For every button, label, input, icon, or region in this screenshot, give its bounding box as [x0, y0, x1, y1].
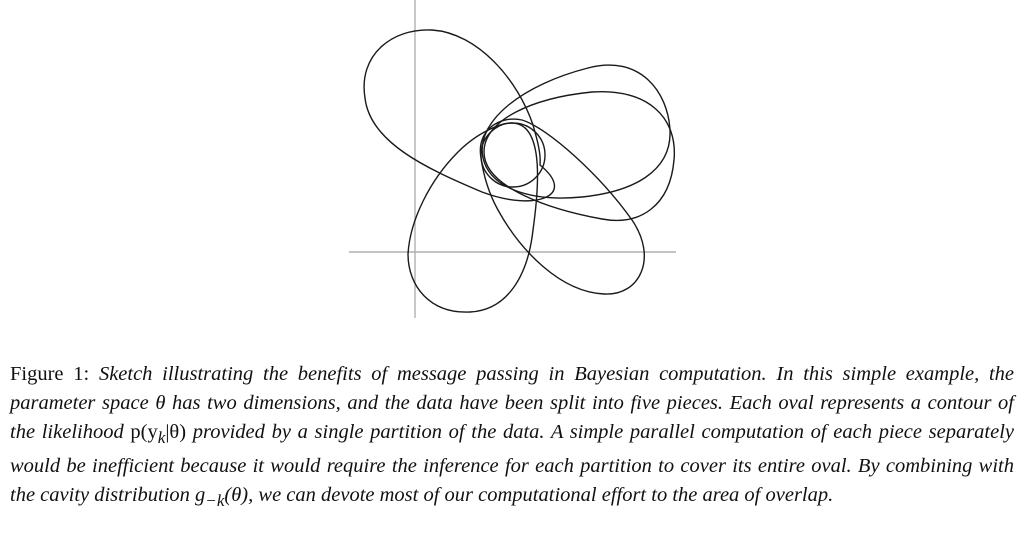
caption-math-theta: θ — [155, 392, 166, 414]
cavity-head: g — [195, 484, 206, 507]
likelihood-oval-5 — [480, 119, 644, 294]
caption-text-1: Sketch illustrating the benefits of message passing in Bayesian computation. In this simple example, the parameter space — [10, 363, 1015, 414]
likelihood-oval-3 — [484, 92, 674, 221]
likelihood-oval-2 — [482, 65, 670, 198]
likelihood-head: p(y — [130, 421, 158, 443]
caption-math-likelihood — [130, 421, 187, 448]
likelihood-tail: |θ) — [165, 421, 187, 443]
likelihood-subscript: k — [157, 428, 166, 448]
caption-body — [10, 363, 1015, 511]
figure-caption — [10, 360, 1014, 515]
caption-text-4: , we can devote most of our computational effort to the area of overlap. — [248, 484, 834, 507]
caption-label: Figure 1: — [10, 363, 90, 385]
cavity-tail: (θ) — [224, 484, 249, 507]
likelihood-oval-1 — [364, 30, 554, 201]
caption-text-2: has two dimensions, and the data have been split into five pieces. Each oval represents a contour of the likelihood — [10, 392, 1014, 443]
likelihood-oval-4 — [408, 123, 538, 312]
cavity-subscript: −k — [205, 491, 225, 511]
caption-text-3: provided by a single partition of the data. A simple parallel computation of each piece separately would be inefficient because it would require the inference for each partition to cover its entire oval. By combining with the cavity distribution — [10, 421, 1015, 507]
caption-math-cavity — [195, 484, 249, 511]
overlap-circle — [481, 123, 545, 187]
